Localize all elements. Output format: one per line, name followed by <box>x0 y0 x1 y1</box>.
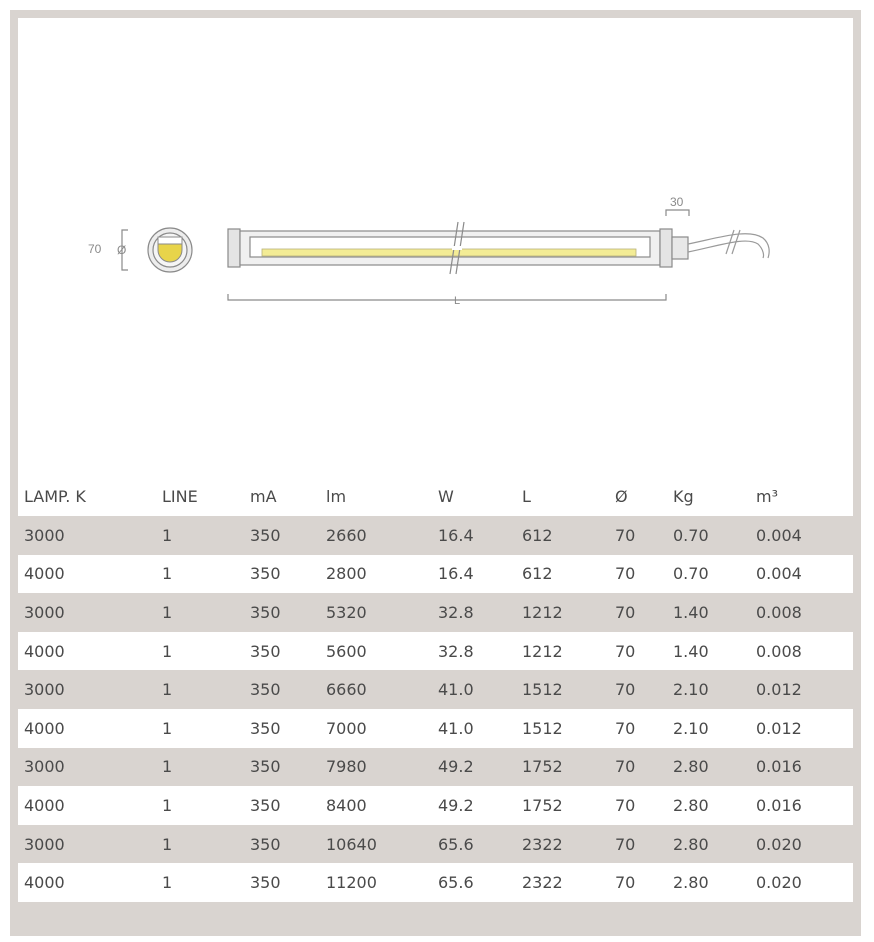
cell-diameter: 70 <box>615 525 636 545</box>
header-m3: m³ <box>756 487 778 506</box>
cell-lamp-k: 3000 <box>24 757 65 777</box>
cell-kg: 0.70 <box>673 564 709 584</box>
cell-l: 1512 <box>522 718 563 738</box>
cell-w: 41.0 <box>438 718 474 738</box>
cable-lower <box>688 241 763 258</box>
cell-lamp-k: 4000 <box>24 795 65 815</box>
right-end-cap <box>660 229 672 267</box>
cell-lamp-k: 4000 <box>24 873 65 893</box>
cable-gland <box>672 237 688 259</box>
cell-line: 1 <box>162 873 173 893</box>
connector-dimension-label: 30 <box>670 195 684 209</box>
cell-w: 41.0 <box>438 680 474 700</box>
cell-ma: 350 <box>250 525 281 545</box>
cell-kg: 2.80 <box>673 873 709 893</box>
cell-lm: 10640 <box>326 834 377 854</box>
table-row <box>18 632 853 671</box>
header-l: L <box>522 487 531 506</box>
end-view-cap <box>158 237 182 244</box>
cell-lamp-k: 4000 <box>24 718 65 738</box>
cell-kg: 2.80 <box>673 795 709 815</box>
diameter-symbol-label: Ø <box>117 243 127 257</box>
table-row <box>18 825 853 864</box>
header-lm: lm <box>326 487 347 506</box>
cell-kg: 2.10 <box>673 718 709 738</box>
cell-l: 2322 <box>522 873 563 893</box>
cell-kg: 1.40 <box>673 602 709 622</box>
header-ma: mA <box>250 487 277 506</box>
cell-lm: 5600 <box>326 641 367 661</box>
header-kg: Kg <box>673 487 694 506</box>
cell-lm: 7980 <box>326 757 367 777</box>
cell-diameter: 70 <box>615 757 636 777</box>
cell-lm: 11200 <box>326 873 377 893</box>
cell-lamp-k: 4000 <box>24 564 65 584</box>
cell-kg: 0.70 <box>673 525 709 545</box>
cell-line: 1 <box>162 757 173 777</box>
cell-line: 1 <box>162 718 173 738</box>
cell-ma: 350 <box>250 834 281 854</box>
cell-ma: 350 <box>250 564 281 584</box>
cell-ma: 350 <box>250 795 281 815</box>
cell-diameter: 70 <box>615 795 636 815</box>
table-row <box>18 593 853 632</box>
cell-lm: 5320 <box>326 602 367 622</box>
cell-m3: 0.012 <box>756 680 802 700</box>
cell-l: 1752 <box>522 795 563 815</box>
technical-drawing-panel <box>18 18 853 477</box>
cell-w: 32.8 <box>438 641 474 661</box>
cell-m3: 0.008 <box>756 641 802 661</box>
cell-w: 49.2 <box>438 757 474 777</box>
cell-w: 49.2 <box>438 795 474 815</box>
cell-m3: 0.020 <box>756 873 802 893</box>
diameter-value-label: 70 <box>88 242 102 256</box>
cell-l: 2322 <box>522 834 563 854</box>
cell-l: 612 <box>522 564 553 584</box>
cell-m3: 0.004 <box>756 564 802 584</box>
cell-w: 65.6 <box>438 873 474 893</box>
cell-lm: 2800 <box>326 564 367 584</box>
cell-lamp-k: 3000 <box>24 680 65 700</box>
cell-m3: 0.012 <box>756 718 802 738</box>
cell-diameter: 70 <box>615 680 636 700</box>
cell-l: 1512 <box>522 680 563 700</box>
cell-ma: 350 <box>250 602 281 622</box>
cell-ma: 350 <box>250 757 281 777</box>
cell-diameter: 70 <box>615 718 636 738</box>
cell-w: 16.4 <box>438 525 474 545</box>
length-dimension-label: L <box>454 295 461 307</box>
cell-line: 1 <box>162 680 173 700</box>
left-end-cap <box>228 229 240 267</box>
table-row <box>18 709 853 748</box>
technical-drawing <box>18 18 853 477</box>
cell-kg: 2.80 <box>673 757 709 777</box>
table-row <box>18 516 853 555</box>
cell-line: 1 <box>162 564 173 584</box>
table-row <box>18 786 853 825</box>
cell-lm: 8400 <box>326 795 367 815</box>
cell-l: 612 <box>522 525 553 545</box>
specification-table <box>18 477 853 902</box>
cell-w: 65.6 <box>438 834 474 854</box>
cell-l: 1212 <box>522 641 563 661</box>
led-strip <box>262 249 636 256</box>
cell-line: 1 <box>162 795 173 815</box>
cell-diameter: 70 <box>615 602 636 622</box>
cell-ma: 350 <box>250 873 281 893</box>
cell-diameter: 70 <box>615 834 636 854</box>
table-body <box>18 516 853 902</box>
cell-kg: 1.40 <box>673 641 709 661</box>
cell-lamp-k: 4000 <box>24 641 65 661</box>
cell-kg: 2.10 <box>673 680 709 700</box>
cell-ma: 350 <box>250 718 281 738</box>
cell-kg: 2.80 <box>673 834 709 854</box>
header-line: LINE <box>162 487 198 506</box>
table-row <box>18 670 853 709</box>
cell-ma: 350 <box>250 680 281 700</box>
cell-lm: 2660 <box>326 525 367 545</box>
cell-line: 1 <box>162 834 173 854</box>
table-row <box>18 555 853 594</box>
header-w: W <box>438 487 454 506</box>
cell-m3: 0.016 <box>756 757 802 777</box>
cell-m3: 0.016 <box>756 795 802 815</box>
connector-dimension-bracket <box>666 210 689 216</box>
cell-lamp-k: 3000 <box>24 834 65 854</box>
cell-m3: 0.004 <box>756 525 802 545</box>
cell-diameter: 70 <box>615 641 636 661</box>
cell-lm: 7000 <box>326 718 367 738</box>
table-row <box>18 748 853 787</box>
cell-lamp-k: 3000 <box>24 602 65 622</box>
cell-line: 1 <box>162 525 173 545</box>
cell-w: 32.8 <box>438 602 474 622</box>
table-header-row <box>18 477 853 516</box>
cell-lamp-k: 3000 <box>24 525 65 545</box>
cell-line: 1 <box>162 602 173 622</box>
header-lamp-k: LAMP. K <box>24 487 86 506</box>
cell-w: 16.4 <box>438 564 474 584</box>
cell-diameter: 70 <box>615 564 636 584</box>
table-row <box>18 863 853 902</box>
cell-line: 1 <box>162 641 173 661</box>
length-dimension-line <box>228 294 666 300</box>
cell-lm: 6660 <box>326 680 367 700</box>
header-diameter: Ø <box>615 487 628 506</box>
cell-m3: 0.008 <box>756 602 802 622</box>
cell-l: 1212 <box>522 602 563 622</box>
cell-l: 1752 <box>522 757 563 777</box>
cell-ma: 350 <box>250 641 281 661</box>
spec-sheet-frame <box>10 10 861 936</box>
cell-diameter: 70 <box>615 873 636 893</box>
cell-m3: 0.020 <box>756 834 802 854</box>
